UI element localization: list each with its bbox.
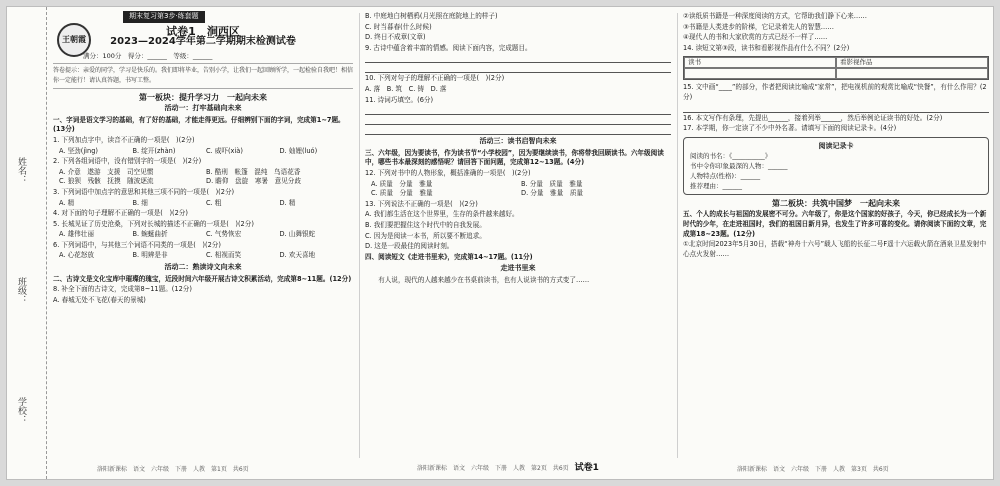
question-8: 8. 补全下面的古诗文，完成第8~11题。(12分) [53,285,192,294]
option: D. 瞻仰 盘旋 寒暑 意见分歧 [206,177,301,186]
header-banner: 期末复习第3步·练套题 [123,11,205,23]
footer-page-1: 洛阳新课标 语文 六年级 下册 人教 第1页 共6页 [97,466,249,473]
table-cell[interactable] [836,68,988,79]
question-group-5: 五、个人的成长与祖国的发展密不可分。六年级了，你是这个国家的好孩子，今天，你已经成长为一个新时代的少年，在走进祖国时，我们的祖国日新月异，也发生了许多可喜的变化。请你阅读下面的文章，完成第18~23题。(12分) [683,210,987,238]
question-group-2: 二、古诗文是文化宝库中璀璨的瑰宝，近段时间六年级开展古诗文积累活动，完成第8~11题。(12分) [53,274,352,283]
option: B. 酷刑 帐篷 混纯 鸟语花香 [206,167,301,176]
question-12-options [365,180,671,199]
question-5-options [53,230,353,240]
option: A. 雄伟壮丽 [59,230,94,239]
option: C. 威吓(xià) [206,146,243,155]
option: A. 精 [59,198,75,207]
question-2-options [53,168,353,187]
question-5: 5. 长城见证了历史沧桑，下列对长城的描述不正确的一项是( )(2分) [53,219,254,228]
question-2: 2. 下列各组词语中，没有错别字的一项是( )(2分) [53,157,202,166]
column-2 [365,11,671,459]
option: C. 质量 分量 雅量 [371,189,433,198]
option: D. 精 [279,198,296,207]
passage-paragraph-2: ②读纸质书籍是一种深度阅读的方式，它帮助我们静下心来…… [683,12,867,20]
option: A. 我们都生活在这个世界里，生存的条件越来越好。 [365,210,519,219]
option: D. 分量 雅量 质量 [521,189,584,198]
logo: 王朝霞 [57,23,91,57]
question-group-3: 三、六年级，因为要读书，作为读书节“小学校园”，因为要继续读书，你将带我回顾读书。六年级阅读中，哪些书本最深刻的感悟呢？请回答下面问题，完成第12~13题。(4分) [365,148,664,167]
activity-1-title: 活动一：打牢基础向未来 [164,104,242,113]
question-15: 15. 文中画“____”的部分，作者把阅读比喻成“家常”，把电视机前的观赏比喻成“快餐”，有什么作用？(2分) [683,83,987,101]
column-3 [683,11,989,459]
question-10: 10. 下列对句子的理解不正确的一项是( )(2分) [365,74,505,83]
name-label: 姓名： [16,157,26,184]
passage-paragraph-4: ④现代人的书和大家欣赏的方式已经不一样了…… [683,33,828,42]
option-d: D. 终日不成章(文章) [365,33,426,42]
option: A. 介意 遨游 支援 司空见惯 [59,167,154,176]
question-13: 13. 下列说法不正确的一项是( )(2分) [365,199,478,208]
question-10-options: A. 落 B. 筑 C. 铸 D. 落 [365,84,447,93]
option: D. 欢天喜地 [279,251,316,260]
passage-title: 走进书里来 [500,264,536,273]
card-title: 阅读记录卡 [818,141,854,150]
question-1-options [53,147,353,157]
footer-text: 洛阳新课标 语文 六年级 下册 人教 第2页 共6页 [417,465,569,472]
question-3: 3. 下列词语中加点字的意思和其他三项不同的一项是( )(2分) [53,187,235,196]
table-header: 读书 [684,57,836,68]
column-1 [53,11,353,459]
activity-2-title: 活动二：熟读诗文向未来 [164,263,242,272]
option: A. 坚劲(jìng) [59,146,98,155]
question-16: 16. 本文写作有条理，先提出______，接着列举______，然后举例论证读书的好处。(2分) [683,113,943,122]
question-17: 17. 本学期，你一定读了不少中外名著。请填写下面的阅读记录卡。(4分) [683,124,897,133]
exam-notice: 答卷提示：亲爱的同学，学习是快乐的。我们即将毕业，告别小学，让我们一起回顾所学，一起检验自我吧！相信你一定能行！请认真答题，书写工整。 [53,63,353,88]
section-2-title: 第二板块：共筑中国梦 一起向未来 [772,198,900,208]
table-header: 看影视作品 [836,57,988,68]
option: C. 气势恢宏 [206,230,242,239]
question-group-1: 一、字词是语文学习的基础，有了好的基础，才能走得更远。仔细辨别下面的字词，完成第1~7题。(13分) [53,115,345,134]
binding-margin [7,7,47,479]
question-11: 11. 诗词巧填空。(6分) [365,95,434,104]
question-8-a: A. 春城无处不飞花(春天的景城) [53,295,146,304]
activity-3-title: 活动三：读书启智向未来 [479,137,557,146]
question-1: 1. 下列加点字中，读音不正确的一项是( )(2分) [53,135,195,144]
option: A. 质量 分量 雅量 [371,179,433,188]
question-3-options [53,199,353,209]
option: A. 心花怒放 [59,251,94,260]
page-subtitle: 2023—2024学年第二学期期末检测试卷 [110,36,296,48]
card-line: 推荐理由：______ [690,181,742,190]
passage-5: ①北京时间2023年5月30日，搭载“神舟十六号”载人飞船的长征二号F遥十六运载火箭在酒泉卫星发射中心点火发射…… [683,240,987,258]
paper-tag: 试卷1 [574,463,599,473]
school-label: 学校： [16,397,26,424]
option: C. 相视而笑 [206,251,242,260]
option: B. 绽开(zhàn) [132,146,176,155]
question-6: 6. 下列词语中，与其他三个词语不同类的一项是( )(2分) [53,240,221,249]
option: D. 这是一段最佳的阅读时刻。 [365,242,454,251]
question-9: 9. 古诗中蕴含着丰富的情感。阅读下面内容，完成题目。 [365,43,532,52]
card-line: 人物特点(性格)：______ [690,171,761,180]
option-c: C. 时当暮春(什么时候) [365,22,432,31]
option: C. 粗 [206,198,222,207]
card-line: 阅读的书名：《__________》 [690,151,772,160]
option: C. 因为是阅读一本书，所以要不断追求。 [365,231,486,240]
option-b: B. 中庭地白树栖鸦(月光照在庭院地上的样子) [365,12,498,20]
card-line: 书中令你印象最深的人物：______ [690,161,788,170]
option: C. 狼狈 残骸 抚摸 随波逐流 [59,177,154,186]
table-cell[interactable] [684,68,836,79]
option: D. 山舞银蛇 [279,230,316,239]
option: B. 蜿蜒曲折 [132,230,168,239]
question-12: 12. 下列对书中的人物形象，概括准确的一项是( )(2分) [365,168,531,177]
exam-sheet [6,6,994,480]
question-group-4: 四、阅读短文《走进书里来》，完成第14~17题。(11分) [365,252,533,261]
score-line: 满分：100分 得分：______ 等级：______ [83,51,213,60]
option: D. 妯娌(luó) [279,146,318,155]
class-label: 班级： [16,277,26,304]
question-6-options [53,251,353,261]
question-14: 14. 读短文第③段，读书和看影视作品有什么不同？(2分) [683,43,850,52]
footer-page-2 [417,460,599,473]
page-title: 试卷1 涧西区 [166,24,240,38]
passage-paragraph-3: ③书籍是人类进步的阶梯，它记录着先人的智慧…… [683,22,834,31]
question-4: 4. 对下面的句子理解不正确的一项是( )(2分) [53,209,188,218]
comparison-table [683,56,989,80]
footer-page-3: 洛阳新课标 语文 六年级 下册 人教 第3页 共6页 [737,466,889,473]
option: B. 我们要把握住这个时代中的自我发展。 [365,220,486,229]
option: B. 分量 质量 雅量 [521,179,583,188]
section-1-title: 第一板块：提升学习力 一起向未来 [139,92,267,102]
passage-paragraph: 有人说，现代的人越来越少在书桌前读书，也有人说读书的方式变了…… [365,275,590,284]
option: B. 细 [132,198,148,207]
reading-record-card [683,137,989,195]
option: B. 明辨是非 [132,251,168,260]
